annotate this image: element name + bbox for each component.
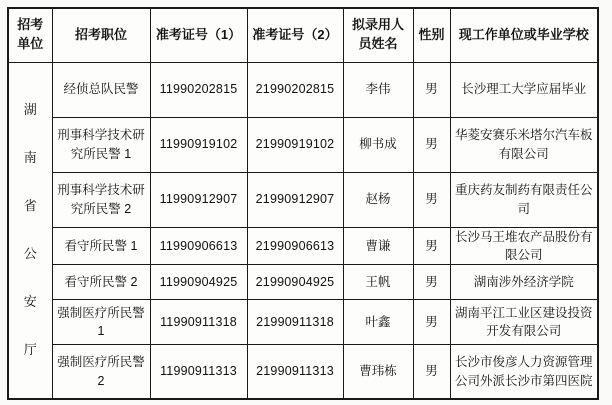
position-cell: 刑事科学技术研究所民警 1 bbox=[52, 117, 150, 172]
position-cell: 经侦总队民警 bbox=[52, 62, 150, 117]
work-unit-cell: 长沙市俊彦人力资源管理公司外派长沙市第四医院 bbox=[450, 344, 598, 399]
ticket2-cell: 21990906613 bbox=[247, 227, 343, 264]
name-cell: 曹玮栋 bbox=[343, 344, 413, 399]
name-cell: 李伟 bbox=[343, 62, 413, 117]
header-row bbox=[8, 8, 598, 62]
table-row bbox=[8, 264, 598, 299]
header-candidate-name: 拟录用人员姓名 bbox=[343, 8, 413, 62]
gender-cell: 男 bbox=[413, 172, 450, 227]
gender-cell: 男 bbox=[413, 264, 450, 299]
table-row bbox=[8, 117, 598, 172]
ticket1-cell: 11990911313 bbox=[150, 344, 247, 399]
header-recruiting-unit: 招考单位 bbox=[8, 8, 52, 62]
gender-cell: 男 bbox=[413, 344, 450, 399]
ticket2-cell: 21990904925 bbox=[247, 264, 343, 299]
work-unit-cell: 湖南涉外经济学院 bbox=[450, 264, 598, 299]
ticket2-cell: 21990202815 bbox=[247, 62, 343, 117]
ticket1-cell: 11990202815 bbox=[150, 62, 247, 117]
table-row bbox=[8, 344, 598, 399]
name-cell: 柳书成 bbox=[343, 117, 413, 172]
gender-cell: 男 bbox=[413, 117, 450, 172]
agency-vertical-label: 湖南省公安厅 bbox=[23, 102, 37, 358]
gender-cell: 男 bbox=[413, 299, 450, 344]
ticket1-cell: 11990904925 bbox=[150, 264, 247, 299]
position-cell: 看守所民警 1 bbox=[52, 227, 150, 264]
recruitment-roster-table bbox=[7, 7, 599, 400]
ticket2-cell: 21990911313 bbox=[247, 344, 343, 399]
header-ticket-1: 准考证号（1） bbox=[150, 8, 247, 62]
position-cell: 强制医疗所民警 2 bbox=[52, 344, 150, 399]
work-unit-cell: 长沙理工大学应届毕业 bbox=[450, 62, 598, 117]
gender-cell: 男 bbox=[413, 62, 450, 117]
ticket1-cell: 11990912907 bbox=[150, 172, 247, 227]
table-row bbox=[8, 227, 598, 264]
recruitment-table-sheet bbox=[7, 7, 599, 400]
name-cell: 王帆 bbox=[343, 264, 413, 299]
name-cell: 赵杨 bbox=[343, 172, 413, 227]
work-unit-cell: 长沙马王堆农产品股份有限公司 bbox=[450, 227, 598, 264]
ticket2-cell: 21990912907 bbox=[247, 172, 343, 227]
header-gender: 性别 bbox=[413, 8, 450, 62]
ticket2-cell: 21990911318 bbox=[247, 299, 343, 344]
table-row bbox=[8, 172, 598, 227]
position-cell: 强制医疗所民警 1 bbox=[52, 299, 150, 344]
ticket1-cell: 11990906613 bbox=[150, 227, 247, 264]
name-cell: 叶鑫 bbox=[343, 299, 413, 344]
position-cell: 看守所民警 2 bbox=[52, 264, 150, 299]
ticket1-cell: 11990919102 bbox=[150, 117, 247, 172]
work-unit-cell: 重庆药友制药有限责任公司 bbox=[450, 172, 598, 227]
work-unit-cell: 湖南平江工业区建设投资开发有限公司 bbox=[450, 299, 598, 344]
header-work-unit: 现工作单位或毕业学校 bbox=[450, 8, 598, 62]
gender-cell: 男 bbox=[413, 227, 450, 264]
header-ticket-2: 准考证号（2） bbox=[247, 8, 343, 62]
header-position: 招考职位 bbox=[52, 8, 150, 62]
agency-cell bbox=[8, 62, 52, 399]
work-unit-cell: 华菱安赛乐米塔尔汽车板有限公司 bbox=[450, 117, 598, 172]
ticket1-cell: 11990911318 bbox=[150, 299, 247, 344]
table-row bbox=[8, 299, 598, 344]
position-cell: 刑事科学技术研究所民警 2 bbox=[52, 172, 150, 227]
name-cell: 曹谦 bbox=[343, 227, 413, 264]
table-row bbox=[8, 62, 598, 117]
ticket2-cell: 21990919102 bbox=[247, 117, 343, 172]
